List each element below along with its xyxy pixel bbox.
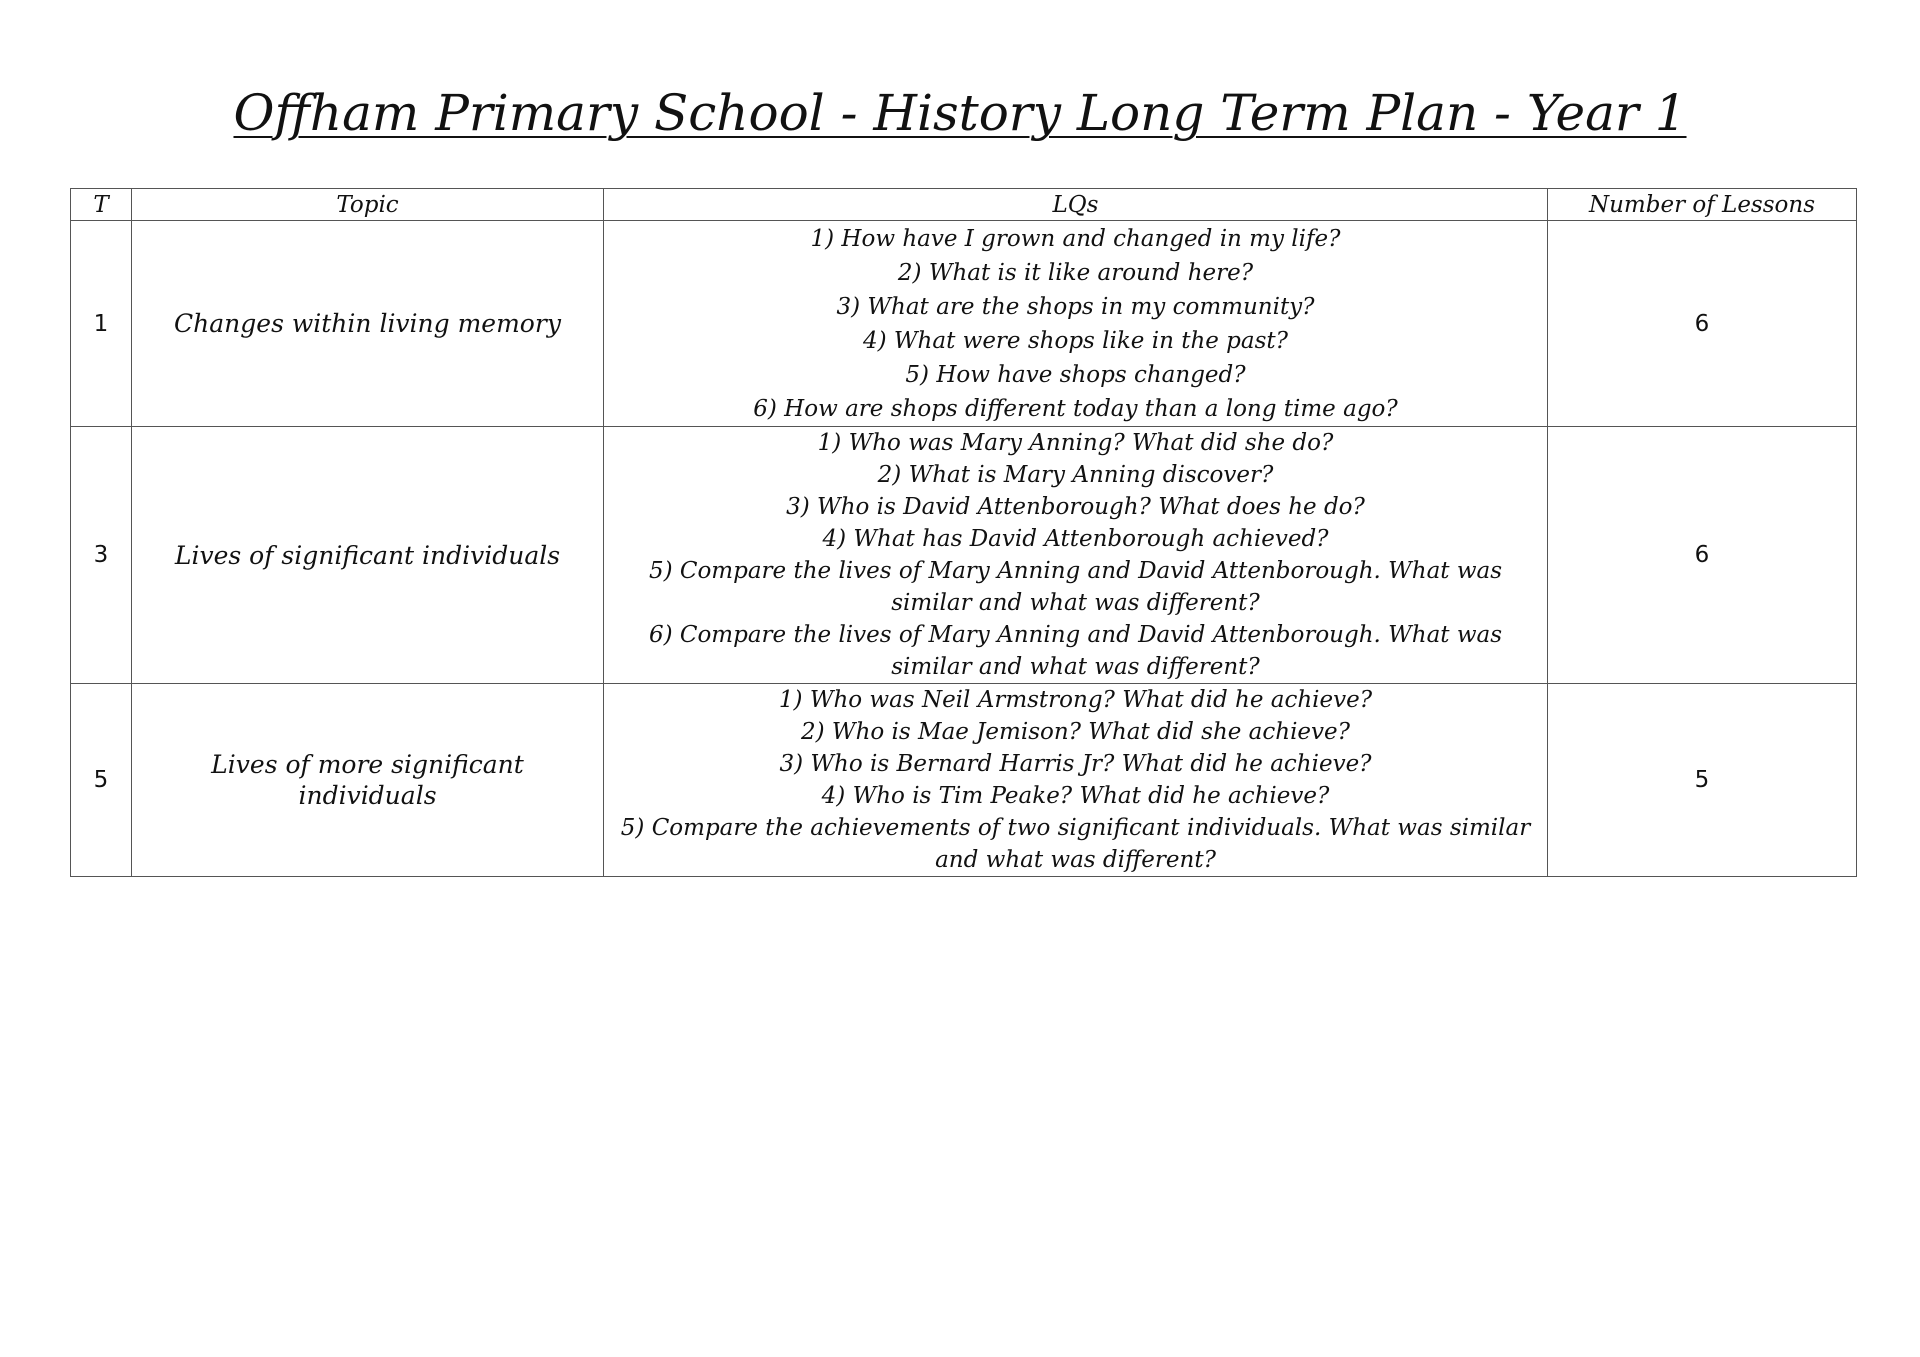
lqs-cell [604, 221, 1548, 427]
table-header-row [71, 189, 1857, 221]
lq-list [614, 222, 1537, 426]
lq-item: 4) Who is Tim Peake? What did he achieve? [821, 783, 1330, 809]
page-title-text: Offham Primary School - History Long Term Plan - Year 1 [233, 84, 1687, 142]
lq-item: 5) Compare the achievements of two significant individuals. What was similar and what was different? [620, 815, 1531, 873]
lq-item: 6) How are shops different today than a long time ago? [753, 395, 1398, 422]
header-term: T [71, 189, 132, 221]
table-row [71, 684, 1857, 877]
header-lqs: LQs [604, 189, 1548, 221]
lq-item: 4) What were shops like in the past? [863, 327, 1288, 354]
term-cell: 3 [71, 427, 132, 684]
lq-item: 2) Who is Mae Jemison? What did she achieve? [801, 719, 1350, 745]
table-row [71, 221, 1857, 427]
lq-item: 3) Who is David Attenborough? What does he do? [786, 494, 1365, 520]
long-term-plan-table [70, 188, 1857, 877]
header-topic: Topic [132, 189, 604, 221]
lq-item: 1) Who was Neil Armstrong? What did he achieve? [778, 687, 1373, 713]
lq-item: 3) What are the shops in my community? [836, 293, 1315, 320]
page-title [0, 78, 1920, 148]
topic-cell: Changes within living memory [132, 221, 604, 427]
term-cell: 1 [71, 221, 132, 427]
lq-item: 1) How have I grown and changed in my life? [810, 225, 1341, 252]
lq-item: 4) What has David Attenborough achieved? [822, 526, 1329, 552]
topic-cell: Lives of significant individuals [132, 427, 604, 684]
lq-item: 6) Compare the lives of Mary Anning and David Attenborough. What was similar and what was different? [648, 622, 1503, 680]
lq-list [614, 684, 1537, 876]
term-cell: 5 [71, 684, 132, 877]
lq-item: 1) Who was Mary Anning? What did she do? [817, 430, 1334, 456]
table-row [71, 427, 1857, 684]
lq-item: 3) Who is Bernard Harris Jr? What did he achieve? [779, 751, 1372, 777]
lesson-count-cell: 5 [1548, 684, 1857, 877]
lq-list [614, 427, 1537, 683]
header-number-of-lessons: Number of Lessons [1548, 189, 1857, 221]
lq-item: 5) Compare the lives of Mary Anning and David Attenborough. What was similar and what was different? [648, 558, 1503, 616]
lq-item: 2) What is Mary Anning discover? [877, 462, 1274, 488]
lesson-count-cell: 6 [1548, 427, 1857, 684]
lqs-cell [604, 684, 1548, 877]
lq-item: 2) What is it like around here? [897, 259, 1254, 286]
topic-cell: Lives of more significant individuals [132, 684, 604, 877]
lesson-count-cell: 6 [1548, 221, 1857, 427]
lqs-cell [604, 427, 1548, 684]
lq-item: 5) How have shops changed? [905, 361, 1246, 388]
